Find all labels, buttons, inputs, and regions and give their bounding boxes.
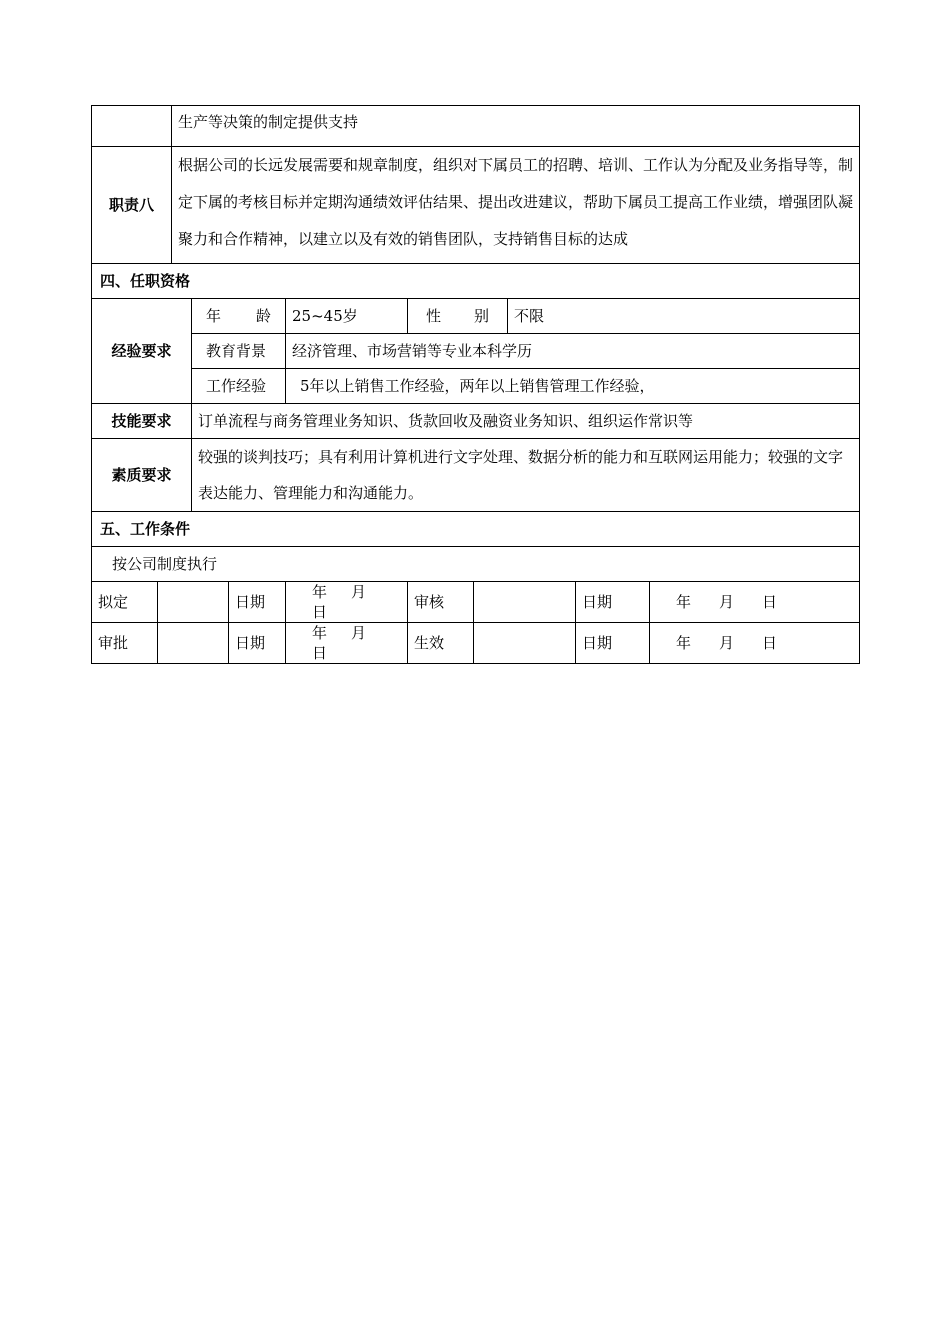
review-label: 审核: [408, 582, 474, 623]
skills-label: 技能要求: [92, 404, 192, 439]
duty8-label: 职责八: [92, 147, 172, 264]
approve-signoff-row: [92, 623, 860, 664]
quality-row: [92, 439, 860, 512]
draft-date-value: 年 月日: [286, 582, 408, 623]
gender-label: 性 别: [408, 299, 508, 334]
effective-label: 生效: [408, 623, 474, 664]
effective-date-value: 年 月 日: [650, 623, 860, 664]
experience-label: 经验要求: [92, 299, 192, 404]
effective-signature-cell: [474, 623, 576, 664]
education-label: 教育背景: [192, 334, 286, 369]
section5-row: [92, 512, 860, 547]
draft-label: 拟定: [92, 582, 158, 623]
section4-title: 四、任职资格: [92, 264, 860, 299]
job-description-table: [91, 105, 860, 664]
education-value: 经济管理、市场营销等专业本科学历: [286, 334, 860, 369]
age-value: 25~45岁: [286, 299, 408, 334]
duty8-row: [92, 147, 860, 264]
draft-date-label: 日期: [229, 582, 286, 623]
approve-signature-cell: [158, 623, 229, 664]
skills-row: [92, 404, 860, 439]
skills-value: 订单流程与商务管理业务知识、货款回收及融资业务知识、组织运作常识等: [192, 404, 860, 439]
duty8-text: 根据公司的长远发展需要和规章制度，组织对下属员工的招聘、培训、工作认为分配及业务指导等，制定下属的考核目标并定期沟通绩效评估结果、提出改进建议，帮助下属员工提高工作业绩，增强团队凝聚力和合作精神，以建立以及有效的销售团队，支持销售目标的达成: [172, 147, 860, 264]
work-experience-label: 工作经验: [192, 369, 286, 404]
review-signature-cell: [474, 582, 576, 623]
approve-label: 审批: [92, 623, 158, 664]
review-date-value: 年 月 日: [650, 582, 860, 623]
section4-row: [92, 264, 860, 299]
duty-continuation-text: 生产等决策的制定提供支持: [172, 106, 860, 147]
approve-date-value: 年 月日: [286, 623, 408, 664]
job-description-sheet: [91, 105, 859, 664]
approve-date-label: 日期: [229, 623, 286, 664]
work-condition-row: [92, 547, 860, 582]
draft-signoff-row: [92, 582, 860, 623]
education-row: [92, 334, 860, 369]
effective-date-label: 日期: [576, 623, 650, 664]
work-experience-row: [92, 369, 860, 404]
quality-value: 较强的谈判技巧；具有利用计算机进行文字处理、数据分析的能力和互联网运用能力；较强的文字表达能力、管理能力和沟通能力。: [192, 439, 860, 512]
section5-title: 五、工作条件: [92, 512, 860, 547]
duty-continuation-row: [92, 106, 860, 147]
gender-value: 不限: [508, 299, 860, 334]
age-label: 年 龄: [192, 299, 286, 334]
quality-label: 素质要求: [92, 439, 192, 512]
draft-signature-cell: [158, 582, 229, 623]
age-gender-row: [92, 299, 860, 334]
empty-label-cell: [92, 106, 172, 147]
work-condition-text: 按公司制度执行: [92, 547, 860, 582]
work-experience-value: 5年以上销售工作经验，两年以上销售管理工作经验，: [286, 369, 860, 404]
review-date-label: 日期: [576, 582, 650, 623]
